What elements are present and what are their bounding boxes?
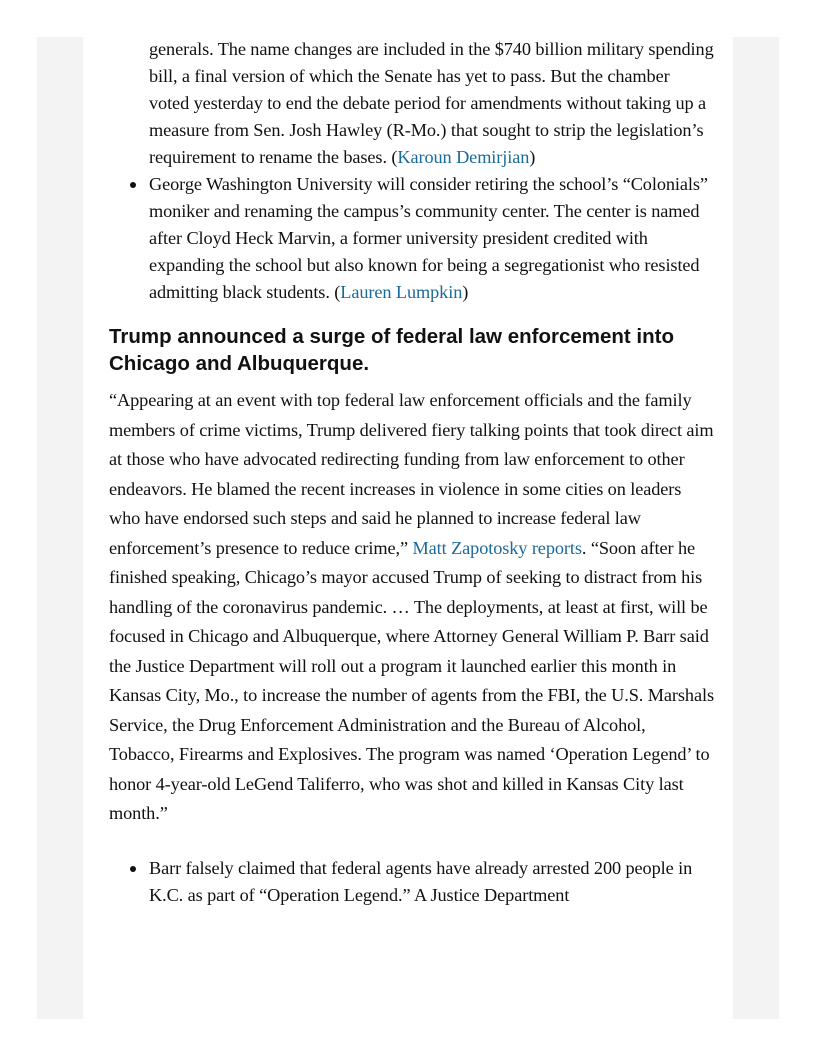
list-item — [149, 171, 714, 306]
list-item-text: generals. The name changes are included in the $740 billion military spending bill, a final version of which the Senate has yet to pass. But the chamber voted yesterday to end the debate period for amendments without taking up a measure from Sen. Josh Hawley (R-Mo.) that sought to strip the legislation’s requirement to rename the bases. ( — [149, 39, 714, 167]
paragraph-text: “Appearing at an event with top federal law enforcement officials and the family members of crime victims, Trump delivered fiery talking points that took direct aim at those who have advocated redirecting funding from law enforcement to other endeavors. He blamed the recent increases in violence in some cities on leaders who have endorsed such steps and said he planned to increase federal law enforcement’s presence to reduce crime,” — [109, 390, 714, 558]
top-bullet-list — [109, 36, 714, 306]
list-item-continued — [149, 36, 714, 171]
section-headline: Trump announced a surge of federal law enforcement into Chicago and Albuquerque. — [109, 325, 674, 375]
bullet-icon — [130, 182, 136, 188]
bullet-icon — [130, 866, 136, 872]
list-item — [149, 855, 714, 909]
article-content — [109, 37, 714, 909]
author-link-lauren-lumpkin[interactable]: Lauren Lumpkin — [340, 282, 463, 302]
right-margin-panel — [733, 37, 779, 1019]
paragraph-text-continued: . “Soon after he finished speaking, Chicago’s mayor accused Trump of seeking to distract from his handling of the coronavirus pandemic. … The deployments, at least at first, will be focused in Chicago and Albuquerque, where Attorney General William P. Barr said the Justice Department will roll out a program it launched earlier this month in Kansas City, Mo., to increase the number of agents from the FBI, the U.S. Marshals Service, the Drug Enforcement Administration and the Bureau of Alcohol, Tobacco, Firearms and Explosives. The program was named ‘Operation Legend’ to honor 4-year-old LeGend Taliferro, who was shot and killed in Kansas City last month.” — [109, 537, 714, 823]
list-item-text-end: ) — [529, 147, 536, 167]
author-link-karoun-demirjian[interactable]: Karoun Demirjian — [397, 147, 530, 167]
author-link-matt-zapotosky[interactable]: Matt Zapotosky reports — [412, 537, 582, 558]
section-paragraph — [109, 386, 714, 829]
left-margin-panel — [37, 37, 83, 1019]
list-item-text-end: ) — [462, 282, 469, 302]
list-item-text: Barr falsely claimed that federal agents have already arrested 200 people in K.C. as part of “Operation Legend.” A Justice Department — [149, 857, 693, 905]
list-item-text: George Washington University will consider retiring the school’s “Colonials” moniker and renaming the campus’s community center. The center is named after Cloyd Heck Marvin, a former university president credited with expanding the school but also known for being a segregationist who resisted admitting black students. ( — [149, 174, 708, 302]
bottom-bullet-list — [109, 855, 714, 909]
